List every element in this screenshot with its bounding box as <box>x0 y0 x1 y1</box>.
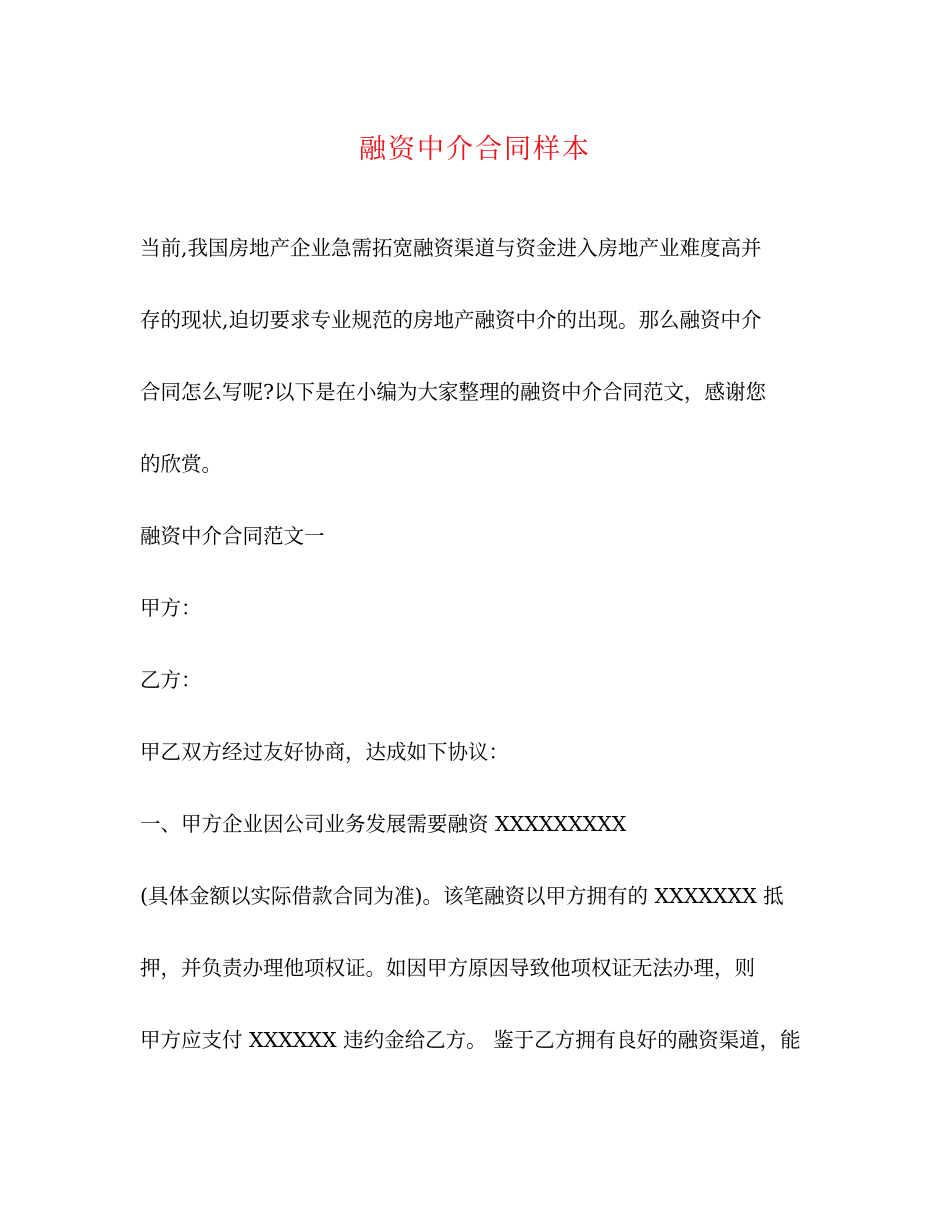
party-b-label: 乙方： <box>140 668 202 692</box>
clause-line: 一、甲方企业因公司业务发展需要融资 XXXXXXXXX <box>140 812 627 836</box>
page-title: 融资中介合同样本 <box>359 134 591 165</box>
paragraph-line: 甲乙双方经过友好协商，达成如下协议： <box>140 740 509 764</box>
party-a-label: 甲方： <box>140 596 202 620</box>
paragraph-line: 当前,我国房地产企业急需拓宽融资渠道与资金进入房地产业难度高并 <box>140 236 762 260</box>
clause-line: 甲方应支付 XXXXXX 违约金给乙方。 鉴于乙方拥有良好的融资渠道，能 <box>140 1028 801 1052</box>
paragraph-line: 的欣赏。 <box>140 452 222 476</box>
section-heading: 融资中介合同范文一 <box>140 524 325 548</box>
paragraph-line: 合同怎么写呢?以下是在小编为大家整理的融资中介合同范文，感谢您 <box>140 380 766 404</box>
document-body <box>140 212 810 1076</box>
paragraph-line: 存的现状,迫切要求专业规范的房地产融资中介的出现。那么融资中介 <box>140 308 762 332</box>
clause-line: 押，并负责办理他项权证。如因甲方原因导致他项权证无法办理，则 <box>140 956 755 980</box>
clause-line: (具体金额以实际借款合同为准)。该笔融资以甲方拥有的 XXXXXXX 抵 <box>140 884 784 908</box>
